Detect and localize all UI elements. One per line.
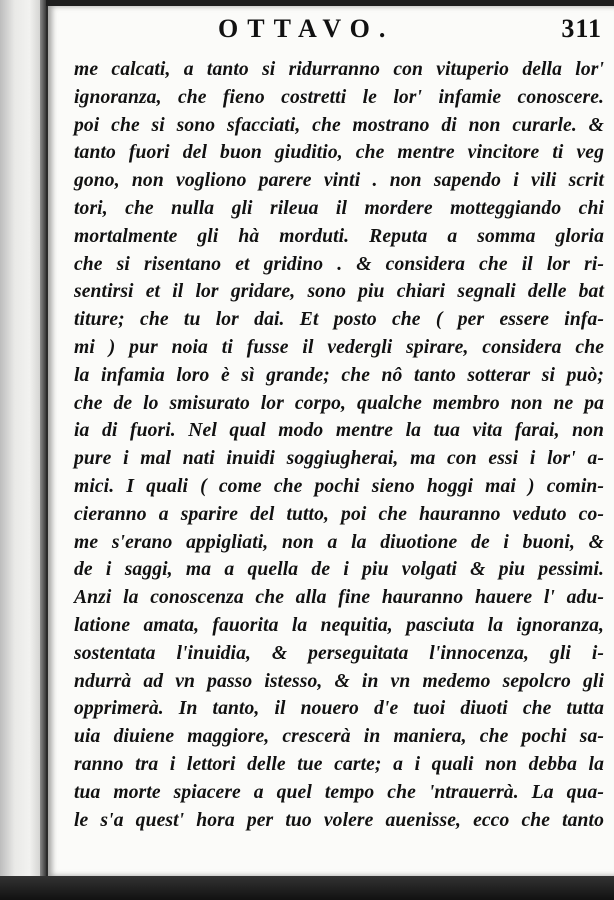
text-line: pure i mal nati inuidi soggiugherai, ma con essi i lor' a- (74, 448, 604, 470)
text-line: ranno tra i lettori delle tue carte; a i quali non debba la (74, 753, 604, 775)
page-header (48, 14, 614, 54)
text-line: latione amata, fauorita la nequitia, pasciuta la ignoranza, (74, 614, 604, 636)
text-line: cieranno a sparire del tutto, poi che hauranno veduto co- (74, 503, 604, 525)
text-line: uia diuiene maggiore, crescerà in maniera, che pochi sa- (74, 726, 604, 748)
text-line: le s'a quest' hora per tuo volere auenisse, ecco che tanto (74, 809, 604, 831)
text-line: che si risentano et gridino . & considera che il lor ri- (74, 253, 604, 275)
text-line: ndurrà ad vn passo istesso, & in vn medemo sepolcro gli (74, 670, 604, 692)
book-page (46, 6, 614, 876)
text-line: che de lo smisurato lor corpo, qualche membro non ne pa (74, 392, 604, 414)
running-head: OTTAVO. (218, 14, 395, 43)
facing-page-edge (0, 0, 42, 900)
text-line: mici. I quali ( come che pochi sieno hoggi mai ) comin- (74, 475, 604, 497)
text-line: tua morte spiacere a quel tempo che 'ntrauerrà. La qua- (74, 781, 604, 803)
text-line: mi ) pur noia ti fusse il vedergli spirare, considera che (74, 336, 604, 358)
text-line: tori, che nulla gli rileua il mordere motteggiando chi (74, 197, 604, 219)
text-line: sostentata l'inuidia, & perseguitata l'innocenza, gli i- (74, 642, 604, 664)
text-line: mortalmente gli hà morduti. Reputa a somma gloria (74, 225, 604, 247)
body-text (74, 56, 604, 834)
page-number: 311 (561, 14, 602, 43)
text-line: de i saggi, ma a quella de i piu volgati & piu pessimi. (74, 559, 604, 581)
text-line: me s'erano appigliati, non a la diuotione de i buoni, & (74, 531, 604, 553)
text-line: gono, non vogliono parere vinti . non sapendo i vili scrit (74, 170, 604, 192)
text-line: Anzi la conoscenza che alla fine hauranno hauere l' adu- (74, 587, 604, 609)
text-line: la infamia loro è sì grande; che nô tanto sotterar si può; (74, 364, 604, 386)
text-line: me calcati, a tanto si ridurranno con vituperio della lor' (74, 59, 604, 80)
text-line: titure; che tu lor dai. Et posto che ( per essere infa- (74, 309, 604, 331)
text-line: opprimerà. In tanto, il nouero d'e tuoi diuoti che tutta (74, 698, 604, 720)
text-line: sentirsi et il lor gridare, sono piu chiari segnali delle bat (74, 281, 604, 303)
text-line: tanto fuori del buon giuditio, che mentre vincitore ti veg (74, 142, 604, 164)
text-line: ignoranza, che fieno costretti le lor' infamie conoscere. (74, 86, 604, 108)
text-line: poi che si sono sfacciati, che mostrano di non curarle. & (74, 114, 604, 136)
text-line: ia di fuori. Nel qual modo mentre la tua vita farai, non (74, 420, 604, 442)
scan-bottom-edge (0, 876, 614, 900)
